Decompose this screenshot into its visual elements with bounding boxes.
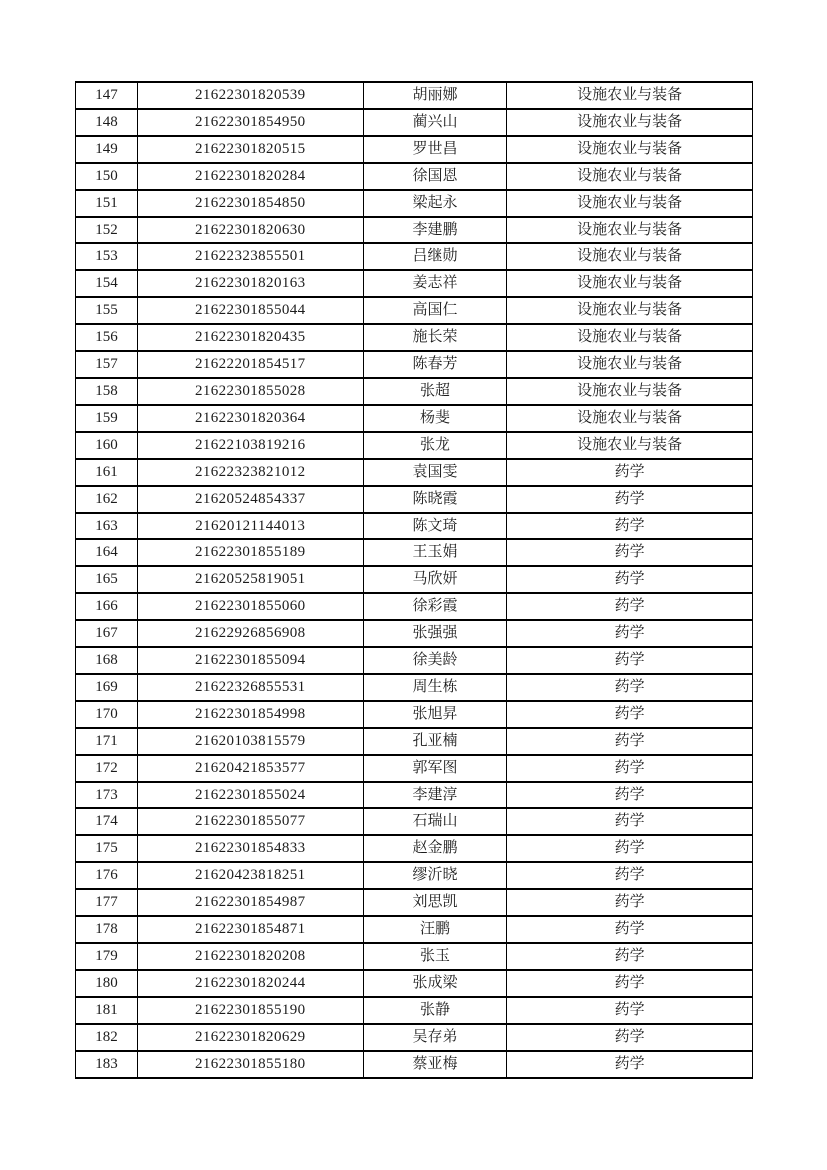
major-cell: 设施农业与装备 bbox=[507, 270, 753, 297]
table-row bbox=[76, 243, 753, 270]
student-name-cell: 杨斐 bbox=[363, 405, 507, 432]
major-cell: 设施农业与装备 bbox=[507, 217, 753, 244]
row-number-cell: 175 bbox=[76, 835, 138, 862]
major-cell: 设施农业与装备 bbox=[507, 378, 753, 405]
major-cell: 药学 bbox=[507, 728, 753, 755]
major-cell: 药学 bbox=[507, 808, 753, 835]
row-number-cell: 168 bbox=[76, 647, 138, 674]
student-id-cell: 21622301855094 bbox=[137, 647, 363, 674]
student-name-cell: 李建鹏 bbox=[363, 217, 507, 244]
table-row bbox=[76, 405, 753, 432]
student-name-cell: 陈文琦 bbox=[363, 513, 507, 540]
major-cell: 药学 bbox=[507, 889, 753, 916]
row-number-cell: 171 bbox=[76, 728, 138, 755]
major-cell: 药学 bbox=[507, 782, 753, 809]
row-number-cell: 157 bbox=[76, 351, 138, 378]
student-id-cell: 21622301855060 bbox=[137, 593, 363, 620]
student-id-cell: 21622103819216 bbox=[137, 432, 363, 459]
row-number-cell: 160 bbox=[76, 432, 138, 459]
major-cell: 设施农业与装备 bbox=[507, 243, 753, 270]
major-cell: 设施农业与装备 bbox=[507, 324, 753, 351]
row-number-cell: 148 bbox=[76, 109, 138, 136]
student-id-cell: 21622301820435 bbox=[137, 324, 363, 351]
table-row bbox=[76, 351, 753, 378]
student-name-cell: 陈春芳 bbox=[363, 351, 507, 378]
table-row bbox=[76, 916, 753, 943]
student-id-cell: 21620421853577 bbox=[137, 755, 363, 782]
major-cell: 药学 bbox=[507, 755, 753, 782]
major-cell: 药学 bbox=[507, 486, 753, 513]
row-number-cell: 155 bbox=[76, 297, 138, 324]
student-name-cell: 高国仁 bbox=[363, 297, 507, 324]
table-row bbox=[76, 593, 753, 620]
student-id-cell: 21622301855024 bbox=[137, 782, 363, 809]
major-cell: 药学 bbox=[507, 916, 753, 943]
student-id-cell: 21622301854850 bbox=[137, 190, 363, 217]
table-row bbox=[76, 217, 753, 244]
student-name-cell: 石瑞山 bbox=[363, 808, 507, 835]
table-row bbox=[76, 620, 753, 647]
table-row bbox=[76, 459, 753, 486]
major-cell: 药学 bbox=[507, 513, 753, 540]
student-id-cell: 21622301855044 bbox=[137, 297, 363, 324]
row-number-cell: 169 bbox=[76, 674, 138, 701]
student-id-cell: 21622323821012 bbox=[137, 459, 363, 486]
student-id-cell: 21622326855531 bbox=[137, 674, 363, 701]
student-name-cell: 缪沂晓 bbox=[363, 862, 507, 889]
major-cell: 设施农业与装备 bbox=[507, 405, 753, 432]
student-id-cell: 21622301820163 bbox=[137, 270, 363, 297]
row-number-cell: 159 bbox=[76, 405, 138, 432]
student-name-cell: 郭军图 bbox=[363, 755, 507, 782]
student-name-cell: 罗世昌 bbox=[363, 136, 507, 163]
student-name-cell: 赵金鹏 bbox=[363, 835, 507, 862]
student-id-cell: 21622301820539 bbox=[137, 82, 363, 109]
row-number-cell: 163 bbox=[76, 513, 138, 540]
major-cell: 药学 bbox=[507, 862, 753, 889]
major-cell: 药学 bbox=[507, 593, 753, 620]
student-name-cell: 陈晓霞 bbox=[363, 486, 507, 513]
student-name-cell: 张旭昇 bbox=[363, 701, 507, 728]
student-name-cell: 徐国恩 bbox=[363, 163, 507, 190]
student-id-cell: 21622301854871 bbox=[137, 916, 363, 943]
student-name-cell: 刘思凯 bbox=[363, 889, 507, 916]
row-number-cell: 181 bbox=[76, 997, 138, 1024]
major-cell: 药学 bbox=[507, 701, 753, 728]
table-row bbox=[76, 647, 753, 674]
major-cell: 药学 bbox=[507, 647, 753, 674]
major-cell: 药学 bbox=[507, 674, 753, 701]
row-number-cell: 170 bbox=[76, 701, 138, 728]
student-name-cell: 张成梁 bbox=[363, 970, 507, 997]
major-cell: 设施农业与装备 bbox=[507, 432, 753, 459]
table-row bbox=[76, 755, 753, 782]
row-number-cell: 176 bbox=[76, 862, 138, 889]
student-id-cell: 21622301820208 bbox=[137, 943, 363, 970]
student-id-cell: 21622301855077 bbox=[137, 808, 363, 835]
table-row bbox=[76, 566, 753, 593]
major-cell: 药学 bbox=[507, 943, 753, 970]
student-id-cell: 21622301854833 bbox=[137, 835, 363, 862]
student-name-cell: 张龙 bbox=[363, 432, 507, 459]
major-cell: 药学 bbox=[507, 459, 753, 486]
row-number-cell: 165 bbox=[76, 566, 138, 593]
row-number-cell: 152 bbox=[76, 217, 138, 244]
student-id-cell: 21622301820515 bbox=[137, 136, 363, 163]
row-number-cell: 178 bbox=[76, 916, 138, 943]
student-id-cell: 21622301854987 bbox=[137, 889, 363, 916]
row-number-cell: 154 bbox=[76, 270, 138, 297]
table-row bbox=[76, 378, 753, 405]
table-row bbox=[76, 970, 753, 997]
student-name-cell: 吴存弟 bbox=[363, 1024, 507, 1051]
student-id-cell: 21622301855028 bbox=[137, 378, 363, 405]
major-cell: 设施农业与装备 bbox=[507, 109, 753, 136]
major-cell: 设施农业与装备 bbox=[507, 163, 753, 190]
table-row bbox=[76, 163, 753, 190]
student-id-cell: 21622301855189 bbox=[137, 539, 363, 566]
major-cell: 设施农业与装备 bbox=[507, 351, 753, 378]
row-number-cell: 179 bbox=[76, 943, 138, 970]
student-name-cell: 孔亚楠 bbox=[363, 728, 507, 755]
row-number-cell: 172 bbox=[76, 755, 138, 782]
row-number-cell: 174 bbox=[76, 808, 138, 835]
table-row bbox=[76, 1024, 753, 1051]
student-name-cell: 汪鹏 bbox=[363, 916, 507, 943]
row-number-cell: 149 bbox=[76, 136, 138, 163]
table-row bbox=[76, 109, 753, 136]
student-name-cell: 王玉娟 bbox=[363, 539, 507, 566]
table-row bbox=[76, 513, 753, 540]
major-cell: 设施农业与装备 bbox=[507, 297, 753, 324]
table-row bbox=[76, 889, 753, 916]
table-row bbox=[76, 539, 753, 566]
student-name-cell: 吕继勋 bbox=[363, 243, 507, 270]
major-cell: 设施农业与装备 bbox=[507, 82, 753, 109]
student-name-cell: 张玉 bbox=[363, 943, 507, 970]
table-row bbox=[76, 808, 753, 835]
major-cell: 药学 bbox=[507, 1051, 753, 1078]
student-name-cell: 张超 bbox=[363, 378, 507, 405]
major-cell: 药学 bbox=[507, 566, 753, 593]
table-row bbox=[76, 190, 753, 217]
row-number-cell: 153 bbox=[76, 243, 138, 270]
row-number-cell: 162 bbox=[76, 486, 138, 513]
student-id-cell: 21620524854337 bbox=[137, 486, 363, 513]
major-cell: 设施农业与装备 bbox=[507, 190, 753, 217]
student-id-cell: 21622301854950 bbox=[137, 109, 363, 136]
student-id-cell: 21622301820629 bbox=[137, 1024, 363, 1051]
row-number-cell: 177 bbox=[76, 889, 138, 916]
student-name-cell: 蔡亚梅 bbox=[363, 1051, 507, 1078]
row-number-cell: 161 bbox=[76, 459, 138, 486]
student-id-cell: 21622323855501 bbox=[137, 243, 363, 270]
student-id-cell: 21622301820630 bbox=[137, 217, 363, 244]
row-number-cell: 183 bbox=[76, 1051, 138, 1078]
table-row bbox=[76, 82, 753, 109]
row-number-cell: 151 bbox=[76, 190, 138, 217]
major-cell: 药学 bbox=[507, 970, 753, 997]
student-id-cell: 21622301855180 bbox=[137, 1051, 363, 1078]
student-name-cell: 蔺兴山 bbox=[363, 109, 507, 136]
student-name-cell: 胡丽娜 bbox=[363, 82, 507, 109]
student-name-cell: 张静 bbox=[363, 997, 507, 1024]
student-name-cell: 姜志祥 bbox=[363, 270, 507, 297]
major-cell: 药学 bbox=[507, 1024, 753, 1051]
table-row bbox=[76, 728, 753, 755]
row-number-cell: 147 bbox=[76, 82, 138, 109]
row-number-cell: 167 bbox=[76, 620, 138, 647]
student-name-cell: 周生栋 bbox=[363, 674, 507, 701]
table-row bbox=[76, 486, 753, 513]
table-row bbox=[76, 270, 753, 297]
table-row bbox=[76, 297, 753, 324]
student-name-cell: 马欣妍 bbox=[363, 566, 507, 593]
table-row bbox=[76, 324, 753, 351]
student-id-cell: 21620121144013 bbox=[137, 513, 363, 540]
table-row bbox=[76, 997, 753, 1024]
major-cell: 药学 bbox=[507, 997, 753, 1024]
row-number-cell: 158 bbox=[76, 378, 138, 405]
table-row bbox=[76, 701, 753, 728]
student-id-cell: 21622926856908 bbox=[137, 620, 363, 647]
row-number-cell: 180 bbox=[76, 970, 138, 997]
student-roster-table-body bbox=[76, 82, 753, 1078]
student-name-cell: 张强强 bbox=[363, 620, 507, 647]
student-name-cell: 梁起永 bbox=[363, 190, 507, 217]
student-id-cell: 21620103815579 bbox=[137, 728, 363, 755]
row-number-cell: 166 bbox=[76, 593, 138, 620]
table-row bbox=[76, 432, 753, 459]
row-number-cell: 182 bbox=[76, 1024, 138, 1051]
table-row bbox=[76, 862, 753, 889]
student-name-cell: 施长荣 bbox=[363, 324, 507, 351]
table-row bbox=[76, 1051, 753, 1078]
student-name-cell: 李建淳 bbox=[363, 782, 507, 809]
row-number-cell: 150 bbox=[76, 163, 138, 190]
major-cell: 药学 bbox=[507, 835, 753, 862]
student-name-cell: 徐美龄 bbox=[363, 647, 507, 674]
major-cell: 设施农业与装备 bbox=[507, 136, 753, 163]
student-name-cell: 徐彩霞 bbox=[363, 593, 507, 620]
student-name-cell: 袁国雯 bbox=[363, 459, 507, 486]
row-number-cell: 173 bbox=[76, 782, 138, 809]
row-number-cell: 156 bbox=[76, 324, 138, 351]
row-number-cell: 164 bbox=[76, 539, 138, 566]
table-row bbox=[76, 782, 753, 809]
major-cell: 药学 bbox=[507, 539, 753, 566]
table-row bbox=[76, 835, 753, 862]
major-cell: 药学 bbox=[507, 620, 753, 647]
student-id-cell: 21622301820364 bbox=[137, 405, 363, 432]
table-row bbox=[76, 674, 753, 701]
student-id-cell: 21622301855190 bbox=[137, 997, 363, 1024]
table-row bbox=[76, 136, 753, 163]
student-id-cell: 21620423818251 bbox=[137, 862, 363, 889]
student-id-cell: 21622301820244 bbox=[137, 970, 363, 997]
student-id-cell: 21622301854998 bbox=[137, 701, 363, 728]
table-row bbox=[76, 943, 753, 970]
student-id-cell: 21620525819051 bbox=[137, 566, 363, 593]
student-id-cell: 21622201854517 bbox=[137, 351, 363, 378]
student-id-cell: 21622301820284 bbox=[137, 163, 363, 190]
student-roster-table bbox=[75, 81, 753, 1079]
